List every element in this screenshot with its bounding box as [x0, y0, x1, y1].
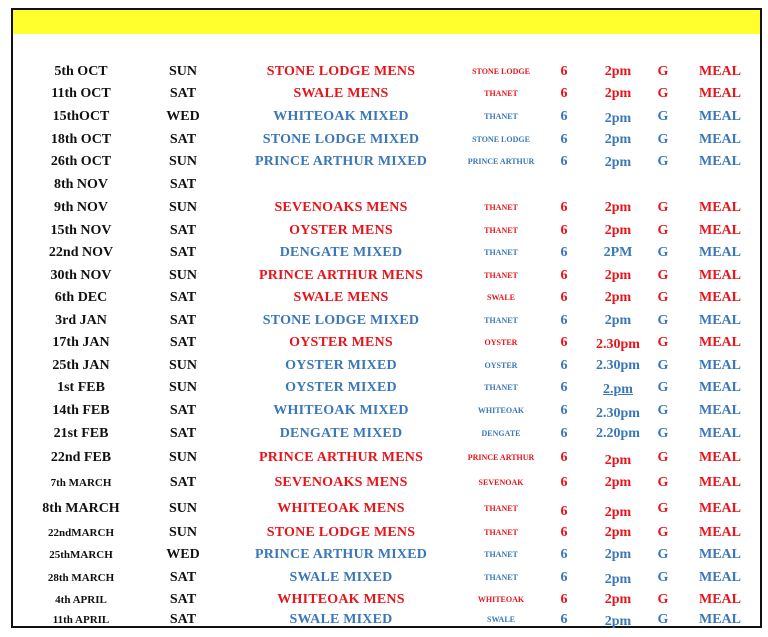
fixture-venue: THANET	[484, 528, 518, 537]
fixture-venue: SWALE	[486, 293, 516, 302]
fixture-meal: MEAL	[699, 426, 741, 441]
fixture-rink-count: 6	[560, 200, 568, 215]
fixture-venue: PRINCE ARTHUR	[467, 157, 535, 166]
fixture-opponent: OYSTER MIXED	[285, 380, 397, 395]
fixture-day: SUN	[168, 268, 198, 283]
fixture-rink-count: 6	[560, 154, 568, 169]
fixture-meal: MEAL	[699, 501, 741, 516]
fixture-opponent: STONE LODGE MIXED	[262, 313, 420, 328]
fixture-day: SAT	[169, 245, 197, 260]
fixture-dress-code: G	[657, 592, 669, 607]
fixture-rink-count: 6	[560, 335, 568, 350]
fixture-meal: MEAL	[699, 335, 741, 350]
fixture-venue: DENGATE	[481, 429, 521, 438]
fixture-day: SUN	[168, 64, 198, 79]
fixture-day: SUN	[168, 525, 198, 540]
fixture-time: 2pm	[604, 614, 632, 629]
fixture-day: SAT	[169, 290, 197, 305]
fixture-row	[13, 590, 760, 610]
fixture-date: 15th NOV	[50, 223, 112, 238]
fixture-venue: STONE LODGE	[472, 67, 530, 76]
fixture-dress-code: G	[657, 109, 669, 124]
fixture-time: 2.20pm	[596, 426, 640, 441]
fixture-date: 14th FEB	[52, 403, 110, 418]
fixture-date: 8th MARCH	[42, 501, 120, 516]
fixture-meal: MEAL	[699, 200, 741, 215]
fixture-opponent: SWALE MENS	[293, 86, 389, 101]
fixture-rink-count: 6	[560, 612, 568, 627]
fixture-rink-count: 6	[560, 525, 568, 540]
fixture-meal: MEAL	[699, 475, 741, 490]
fixture-date: 22ndMARCH	[47, 527, 115, 539]
fixture-day: SAT	[169, 132, 197, 147]
fixture-row	[13, 198, 760, 218]
fixture-list	[13, 10, 760, 629]
fixture-time: 2.30pm	[596, 358, 640, 373]
fixture-row	[13, 243, 760, 263]
fixture-row	[13, 473, 760, 493]
fixture-date: 26th OCT	[50, 154, 112, 169]
fixture-rink-count: 6	[560, 504, 568, 519]
fixture-date: 21st FEB	[53, 426, 109, 441]
fixture-day: SAT	[169, 86, 197, 101]
fixture-day: SUN	[168, 380, 198, 395]
fixture-dress-code: G	[657, 268, 669, 283]
fixture-date: 1st FEB	[57, 380, 105, 395]
fixture-date: 15thOCT	[52, 109, 110, 124]
fixture-row	[13, 378, 760, 398]
fixture-venue: THANET	[484, 89, 518, 98]
fixture-rink-count: 6	[560, 475, 568, 490]
fixture-dress-code: G	[657, 290, 669, 305]
fixture-venue: THANET	[484, 248, 518, 257]
fixture-time: 2pm	[604, 525, 632, 540]
fixture-venue: SEVENOAK	[478, 478, 524, 487]
fixture-rink-count: 6	[560, 223, 568, 238]
fixture-time: 2pm	[604, 268, 632, 283]
fixture-meal: MEAL	[699, 64, 741, 79]
fixture-row	[13, 152, 760, 172]
fixture-opponent: OYSTER MENS	[289, 223, 393, 238]
fixture-opponent: PRINCE ARTHUR MIXED	[254, 154, 428, 169]
fixture-day: SUN	[168, 450, 198, 465]
fixture-day: WED	[166, 547, 200, 562]
fixture-opponent: PRINCE ARTHUR MENS	[258, 450, 424, 465]
fixture-opponent: STONE LODGE MENS	[266, 525, 416, 540]
fixture-venue: THANET	[484, 112, 518, 121]
fixture-rink-count: 6	[560, 592, 568, 607]
fixture-opponent: DENGATE MIXED	[279, 426, 403, 441]
fixture-rink-count: 6	[560, 570, 568, 585]
fixture-date: 25thMARCH	[49, 549, 113, 561]
fixture-venue: STONE LODGE	[472, 135, 530, 144]
fixture-row	[13, 333, 760, 353]
fixture-venue: THANET	[484, 550, 518, 559]
fixture-meal: MEAL	[699, 547, 741, 562]
fixture-dress-code: G	[657, 335, 669, 350]
fixture-rink-count: 6	[560, 426, 568, 441]
fixture-opponent: DENGATE MIXED	[279, 245, 403, 260]
fixture-date: 25th JAN	[52, 358, 110, 373]
fixture-day: SAT	[169, 223, 197, 238]
fixture-day: SAT	[169, 177, 197, 192]
fixture-venue: THANET	[484, 203, 518, 212]
fixture-dress-code: G	[657, 245, 669, 260]
fixture-rink-count: 6	[560, 245, 568, 260]
fixture-venue: THANET	[484, 316, 518, 325]
fixture-opponent: SWALE MIXED	[289, 612, 393, 627]
fixture-day: WED	[166, 109, 200, 124]
fixture-time: 2pm	[604, 572, 632, 587]
fixture-dress-code: G	[657, 358, 669, 373]
fixture-meal: MEAL	[699, 358, 741, 373]
fixture-date: 22nd NOV	[48, 245, 114, 260]
fixture-opponent: SWALE MENS	[293, 290, 389, 305]
fixture-time: 2.30pm	[596, 406, 640, 421]
fixture-opponent: STONE LODGE MENS	[266, 64, 416, 79]
fixture-day: SUN	[168, 154, 198, 169]
fixture-row	[13, 175, 760, 195]
fixture-meal: MEAL	[699, 290, 741, 305]
fixture-date: 28th MARCH	[47, 572, 115, 584]
fixture-meal: MEAL	[699, 109, 741, 124]
fixture-time: 2pm	[604, 475, 632, 490]
fixture-opponent: WHITEOAK MIXED	[273, 109, 409, 124]
fixture-date: 17th JAN	[52, 335, 110, 350]
fixture-rink-count: 6	[560, 268, 568, 283]
fixture-time: 2.pm	[603, 382, 633, 397]
fixture-row	[13, 221, 760, 241]
fixture-dress-code: G	[657, 64, 669, 79]
fixture-row	[13, 311, 760, 331]
fixture-date: 18th OCT	[50, 132, 112, 147]
fixture-opponent: STONE LODGE MIXED	[262, 132, 420, 147]
fixture-day: SUN	[168, 200, 198, 215]
fixture-time: 2pm	[604, 547, 632, 562]
fixture-date: 4th APRIL	[55, 594, 107, 606]
fixture-time: 2pm	[604, 223, 632, 238]
fixture-row	[13, 523, 760, 543]
fixture-row	[13, 499, 760, 519]
fixture-dress-code: G	[657, 450, 669, 465]
fixture-date: 9th NOV	[53, 200, 109, 215]
fixture-time: 2.30pm	[596, 337, 640, 352]
fixture-row	[13, 266, 760, 286]
fixture-meal: MEAL	[699, 450, 741, 465]
fixture-date: 30th NOV	[50, 268, 112, 283]
fixture-date: 6th DEC	[54, 290, 108, 305]
fixture-dress-code: G	[657, 547, 669, 562]
fixture-venue: OYSTER	[484, 361, 518, 370]
fixture-rink-count: 6	[560, 358, 568, 373]
fixture-venue: THANET	[484, 383, 518, 392]
fixture-dress-code: G	[657, 612, 669, 627]
fixture-rink-count: 6	[560, 109, 568, 124]
fixture-opponent: PRINCE ARTHUR MIXED	[254, 547, 428, 562]
fixture-row	[13, 545, 760, 565]
fixture-meal: MEAL	[699, 313, 741, 328]
fixture-day: SAT	[169, 592, 197, 607]
fixture-opponent: WHITEOAK MENS	[277, 592, 405, 607]
fixture-row	[13, 610, 760, 630]
fixture-dress-code: G	[657, 200, 669, 215]
fixture-date: 11th OCT	[51, 86, 111, 101]
fixture-date: 22nd FEB	[50, 450, 112, 465]
fixture-rink-count: 6	[560, 403, 568, 418]
fixture-rink-count: 6	[560, 64, 568, 79]
fixture-date: 5th OCT	[54, 64, 108, 79]
fixture-time: 2pm	[604, 505, 632, 520]
fixture-rink-count: 6	[560, 86, 568, 101]
fixture-day: SAT	[169, 426, 197, 441]
fixture-time: 2pm	[604, 64, 632, 79]
fixture-meal: MEAL	[699, 132, 741, 147]
fixture-row	[13, 448, 760, 468]
fixture-dress-code: G	[657, 380, 669, 395]
fixture-dress-code: G	[657, 426, 669, 441]
fixture-meal: MEAL	[699, 154, 741, 169]
fixture-time: 2pm	[604, 132, 632, 147]
fixture-date: 3rd JAN	[55, 313, 107, 328]
fixture-opponent: WHITEOAK MENS	[277, 501, 405, 516]
fixture-time: 2pm	[604, 592, 632, 607]
fixture-meal: MEAL	[699, 245, 741, 260]
fixture-dress-code: G	[657, 525, 669, 540]
fixture-row	[13, 568, 760, 588]
fixture-venue: SWALE	[486, 615, 516, 624]
fixture-time: 2pm	[604, 155, 632, 170]
fixture-time: 2PM	[603, 245, 633, 260]
fixture-row	[13, 62, 760, 82]
fixture-dress-code: G	[657, 403, 669, 418]
fixture-rink-count: 6	[560, 547, 568, 562]
fixture-meal: MEAL	[699, 612, 741, 627]
fixture-day: SUN	[168, 501, 198, 516]
fixture-dress-code: G	[657, 313, 669, 328]
fixture-venue: OYSTER	[484, 338, 518, 347]
fixture-opponent: WHITEOAK MIXED	[273, 403, 409, 418]
fixture-dress-code: G	[657, 475, 669, 490]
fixture-dress-code: G	[657, 570, 669, 585]
fixture-time: 2pm	[604, 111, 632, 126]
fixture-row	[13, 401, 760, 421]
fixture-day: SUN	[168, 358, 198, 373]
fixture-meal: MEAL	[699, 570, 741, 585]
fixture-day: SAT	[169, 335, 197, 350]
fixture-time: 2pm	[604, 290, 632, 305]
fixture-time: 2pm	[604, 313, 632, 328]
fixture-dress-code: G	[657, 86, 669, 101]
fixture-day: SAT	[169, 570, 197, 585]
fixture-venue: THANET	[484, 271, 518, 280]
fixture-venue: WHITEOAK	[477, 406, 525, 415]
fixture-opponent: SWALE MIXED	[289, 570, 393, 585]
fixture-date: 7th MARCH	[50, 477, 112, 489]
fixture-row	[13, 107, 760, 127]
fixture-opponent: SEVENOAKS MENS	[274, 475, 408, 490]
fixture-day: SAT	[169, 313, 197, 328]
fixture-row	[13, 424, 760, 444]
fixture-opponent: SEVENOAKS MENS	[274, 200, 408, 215]
fixture-row	[13, 130, 760, 150]
fixture-day: SAT	[169, 475, 197, 490]
fixture-row	[13, 84, 760, 104]
fixture-day: SAT	[169, 403, 197, 418]
fixture-venue: THANET	[484, 504, 518, 513]
fixture-opponent: PRINCE ARTHUR MENS	[258, 268, 424, 283]
fixture-row	[13, 288, 760, 308]
fixture-meal: MEAL	[699, 525, 741, 540]
fixture-venue: PRINCE ARTHUR	[467, 453, 535, 462]
fixture-opponent: OYSTER MENS	[289, 335, 393, 350]
fixture-dress-code: G	[657, 501, 669, 516]
fixture-meal: MEAL	[699, 268, 741, 283]
fixture-row	[13, 356, 760, 376]
fixture-time: 2pm	[604, 200, 632, 215]
fixture-date: 11th APRIL	[52, 614, 110, 626]
fixture-venue: THANET	[484, 573, 518, 582]
fixture-dress-code: G	[657, 223, 669, 238]
fixture-venue: WHITEOAK	[477, 595, 525, 604]
fixture-rink-count: 6	[560, 380, 568, 395]
fixture-venue: THANET	[484, 226, 518, 235]
fixture-meal: MEAL	[699, 592, 741, 607]
fixture-time: 2pm	[604, 453, 632, 468]
fixture-dress-code: G	[657, 154, 669, 169]
fixture-meal: MEAL	[699, 403, 741, 418]
fixture-dress-code: G	[657, 132, 669, 147]
fixture-day: SAT	[169, 612, 197, 627]
fixture-sheet	[11, 8, 762, 628]
fixture-date: 8th NOV	[53, 177, 109, 192]
fixture-meal: MEAL	[699, 223, 741, 238]
fixture-rink-count: 6	[560, 313, 568, 328]
fixture-time: 2pm	[604, 86, 632, 101]
fixture-meal: MEAL	[699, 86, 741, 101]
fixture-meal: MEAL	[699, 380, 741, 395]
fixture-rink-count: 6	[560, 132, 568, 147]
fixture-opponent: OYSTER MIXED	[285, 358, 397, 373]
fixture-rink-count: 6	[560, 450, 568, 465]
fixture-rink-count: 6	[560, 290, 568, 305]
